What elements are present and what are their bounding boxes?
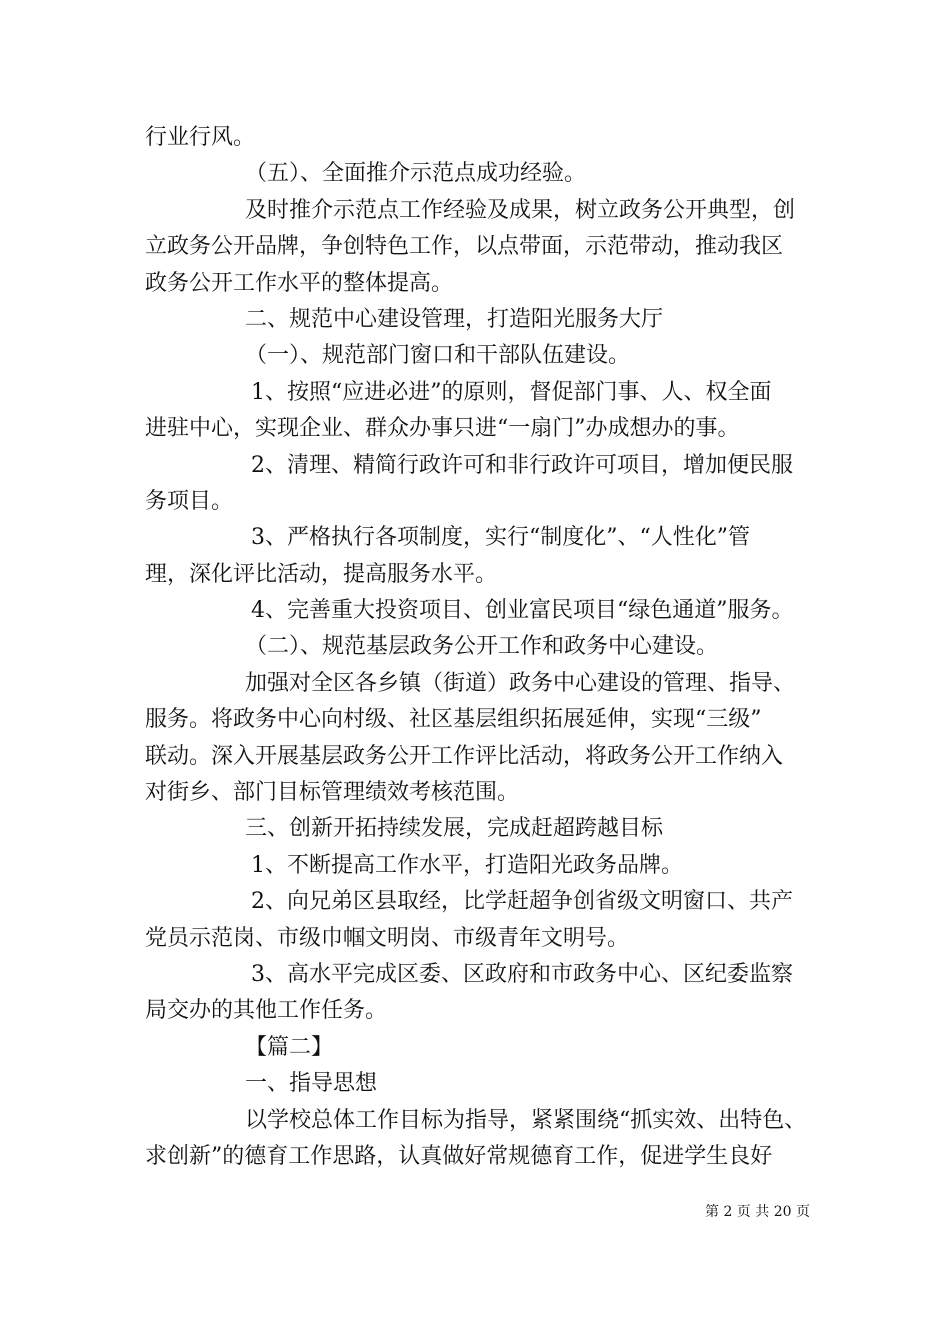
text-line: 理，深化评比活动，提高服务水平。 (145, 561, 498, 587)
text-line: 2、清理、精简行政许可和非行政许可项目，增加便民服 (251, 452, 793, 478)
text-line: 1、按照“应进必进”的原则，督促部门事、人、权全面 (251, 379, 772, 405)
text-line: （五）、全面推介示范点成功经验。 (245, 161, 587, 187)
text-line: 求创新”的德育工作思路，认真做好常规德育工作，促进学生良好 (145, 1143, 773, 1169)
text-line: 务项目。 (145, 488, 234, 514)
text-line: 服务。将政务中心向村级、社区基层组织拓展延伸，实现“三级” (145, 707, 762, 733)
text-line: 对街乡、部门目标管理绩效考核范围。 (145, 780, 520, 806)
text-line: 一、指导思想 (245, 1071, 378, 1097)
text-line: 3、高水平完成区委、区政府和市政务中心、区纪委监察 (251, 961, 793, 987)
text-line: 加强对全区各乡镇（街道）政务中心建设的管理、指导、 (245, 670, 796, 696)
text-line: 以学校总体工作目标为指导，紧紧围绕“抓实效、出特色、 (245, 1107, 807, 1133)
text-line: 行业行风。 (145, 125, 256, 150)
text-line: （一）、规范部门窗口和干部队伍建设。 (245, 343, 631, 369)
text-line: 政务公开工作水平的整体提高。 (145, 270, 454, 296)
text-line: 党员示范岗、市级巾帼文明岗、市级青年文明号。 (145, 925, 630, 951)
text-line: 及时推介示范点工作经验及成果，树立政务公开典型，创 (245, 197, 796, 223)
text-line: 4、完善重大投资项目、创业富民项目“绿色通道”服务。 (251, 598, 794, 624)
text-line: 2、向兄弟区县取经，比学赶超争创省级文明窗口、共产 (251, 889, 793, 915)
text-line: 进驻中心，实现企业、群众办事只进“一扇门”办成想办的事。 (145, 416, 740, 442)
text-line: 三、创新开拓持续发展，完成赶超跨越目标 (245, 816, 664, 842)
page-number-footer: 第 2 页 共 20 页 (705, 1204, 810, 1220)
text-line: 1、不断提高工作水平，打造阳光政务品牌。 (251, 852, 683, 878)
text-line: 局交办的其他工作任务。 (145, 998, 388, 1024)
text-line: 【篇二】 (245, 1034, 334, 1060)
text-line: 立政务公开品牌，争创特色工作，以点带面，示范带动，推动我区 (145, 234, 784, 260)
document-body (145, 120, 810, 1175)
text-line: （二）、规范基层政务公开工作和政务中心建设。 (245, 634, 719, 660)
text-line: 联动。深入开展基层政务公开工作评比活动，将政务公开工作纳入 (145, 743, 784, 769)
text-line: 二、规范中心建设管理，打造阳光服务大厅 (245, 306, 664, 332)
text-line: 3、严格执行各项制度，实行“制度化”、“人性化”管 (251, 525, 750, 551)
